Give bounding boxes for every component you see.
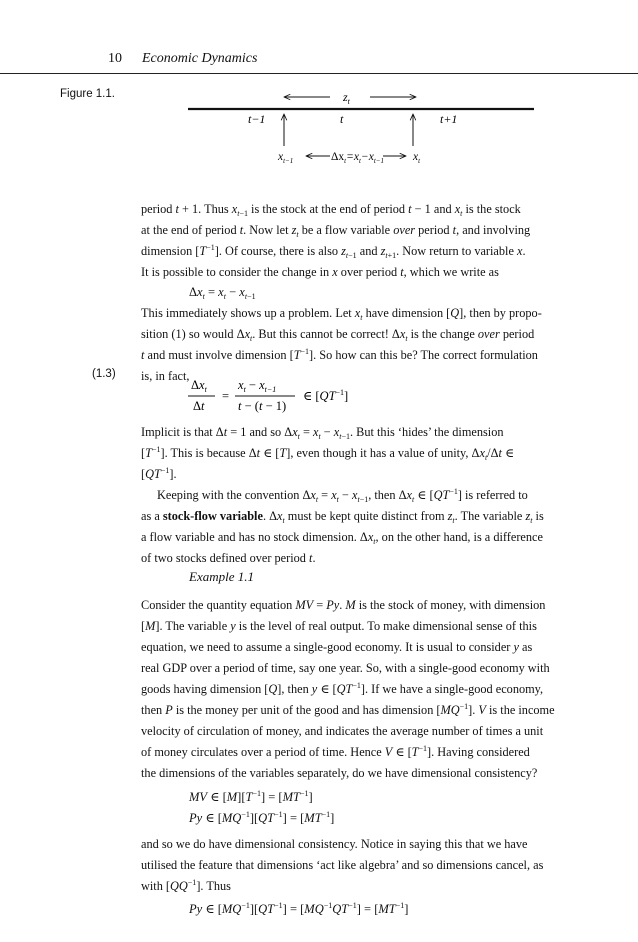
tick-label-t-minus-1: t−1 [248, 112, 266, 126]
page-number: 10 [108, 51, 122, 66]
svg-text:=: = [222, 389, 230, 403]
paragraph-consistency: and so we do have dimensional consistency. Notice in saying this that we have utilised the feature that dimensions ‘act like algebra’ and so dimensions cancel, as with $[QQ^{-1}]$. Thus [141, 837, 544, 893]
equation-py-dimension: Py ∈ $[MQ^{-1}][QT^{-1}] = [MT^{-1}]$ [189, 810, 335, 825]
x-t-label: $x_t$ [413, 151, 421, 165]
equation-mv-dimension: MV ∈ $[M][T^{-1}] = [MT^{-1}]$ [189, 789, 313, 804]
paragraph-quantity-equation: Consider the quantity equation MV = Py. M is the stock of money, with dimension [M]. The variable y is the level of real output. To make dimensional sense of this equation, we need to assume a single-good economy. It is usual to consider y as real GDP over a period of time, say one year. So, with a single-good economy with goods having dimension [Q], then y ∈ $[QT^{-1}]$. If we have a single-good economy, then P is the money per unit of the good and has dimension $[MQ^{-1}]$. V is the income velocity of circulation of money, and indicates the average number of times a unit of money circulates over a period of time. Hence V ∈ $[T^{-1}]$. Having considered the dimensions of the variables separately, do we have dimensional consistency? [141, 598, 555, 780]
equation-py-cancel: Py ∈ $[MQ^{-1}][QT^{-1}] = [MQ^{-1}QT^{-1}] = [MT^{-1}]$ [189, 901, 409, 916]
svg-text:Δxt: $\Delta x_t$ [191, 378, 207, 394]
equation-1-3 [185, 374, 365, 416]
svg-text:Δt: Δt [193, 399, 205, 413]
paragraph-implicit: Implicit is that Δt = 1 and so $\Delta x_t = x_t - x_{t-1}$. But this ‘hides’ the dimension $[T^{-1}]$. This is because Δt ∈ [T], even though it has a value of unity, $\Delta x_t/\Delta t$ ∈ $[QT^{-1}]$. Keeping with the convention $\Delta x_t = x_t - x_{t-1}$, then $\Delta x_t$ ∈ $[QT^{-1}]$ is referred to as a stock-flow variable. $\Delta x_t$ must be kept quite distinct from $z_t$. The variable $z_t$ is a flow variable and has no stock dimension. $\Delta x_t$, on the other hand, is a difference of two stocks defined over period t. [141, 425, 544, 565]
x-t-minus-1-label: $x_{t-1}$ [278, 151, 294, 165]
tick-label-t-plus-1: t+1 [440, 112, 458, 126]
z-t-label: $z_t$ [343, 90, 350, 106]
figure-1-1-diagram [180, 82, 550, 172]
paragraph-dimension-problem: This immediately shows up a problem. Let $x_t$ have dimension [Q], then by propo- sition (1) so would $\Delta x_t$. But this cannot be correct! $\Delta x_t$ is the change over period t and must involve dimension $[T^{-1}]$. So how can this be? The correct formulation is, in fact, [141, 306, 542, 383]
svg-text:∈ [QT−1]: ∈ $[QT^{-1}]$ [303, 388, 349, 403]
figure-label: Figure 1.1. [60, 88, 115, 100]
equation-label-1-3: (1.3) [92, 368, 116, 380]
header-rule [0, 73, 638, 74]
delta-x-label: $\Delta x_t=x_t-x_{t-1}$ [331, 151, 384, 165]
equation-delta-x: $\Delta x_t = x_t - x_{t-1}$ [189, 285, 256, 301]
tick-label-t: t [340, 112, 344, 126]
running-title: Economic Dynamics [142, 51, 258, 66]
svg-text:xt − xt−1: $x_t - x_{t-1}$ [238, 378, 277, 394]
example-title: Example 1.1 [189, 569, 254, 584]
paragraph-stock-flow-intro: period t + 1. Thus $x_{t-1}$ is the stock at the end of period t − 1 and $x_t$ is the stock at the end of period t. Now let $z_t$ be a flow variable over period t, and involving dimension $[T^{-1}]$. Of course, there is also $z_{t-1}$ and $z_{t+1}$. Now return to variable x. It is possible to consider the change in x over period t, which we write as [141, 202, 531, 279]
svg-text:t − (t − 1): t − (t − 1) [238, 399, 287, 413]
